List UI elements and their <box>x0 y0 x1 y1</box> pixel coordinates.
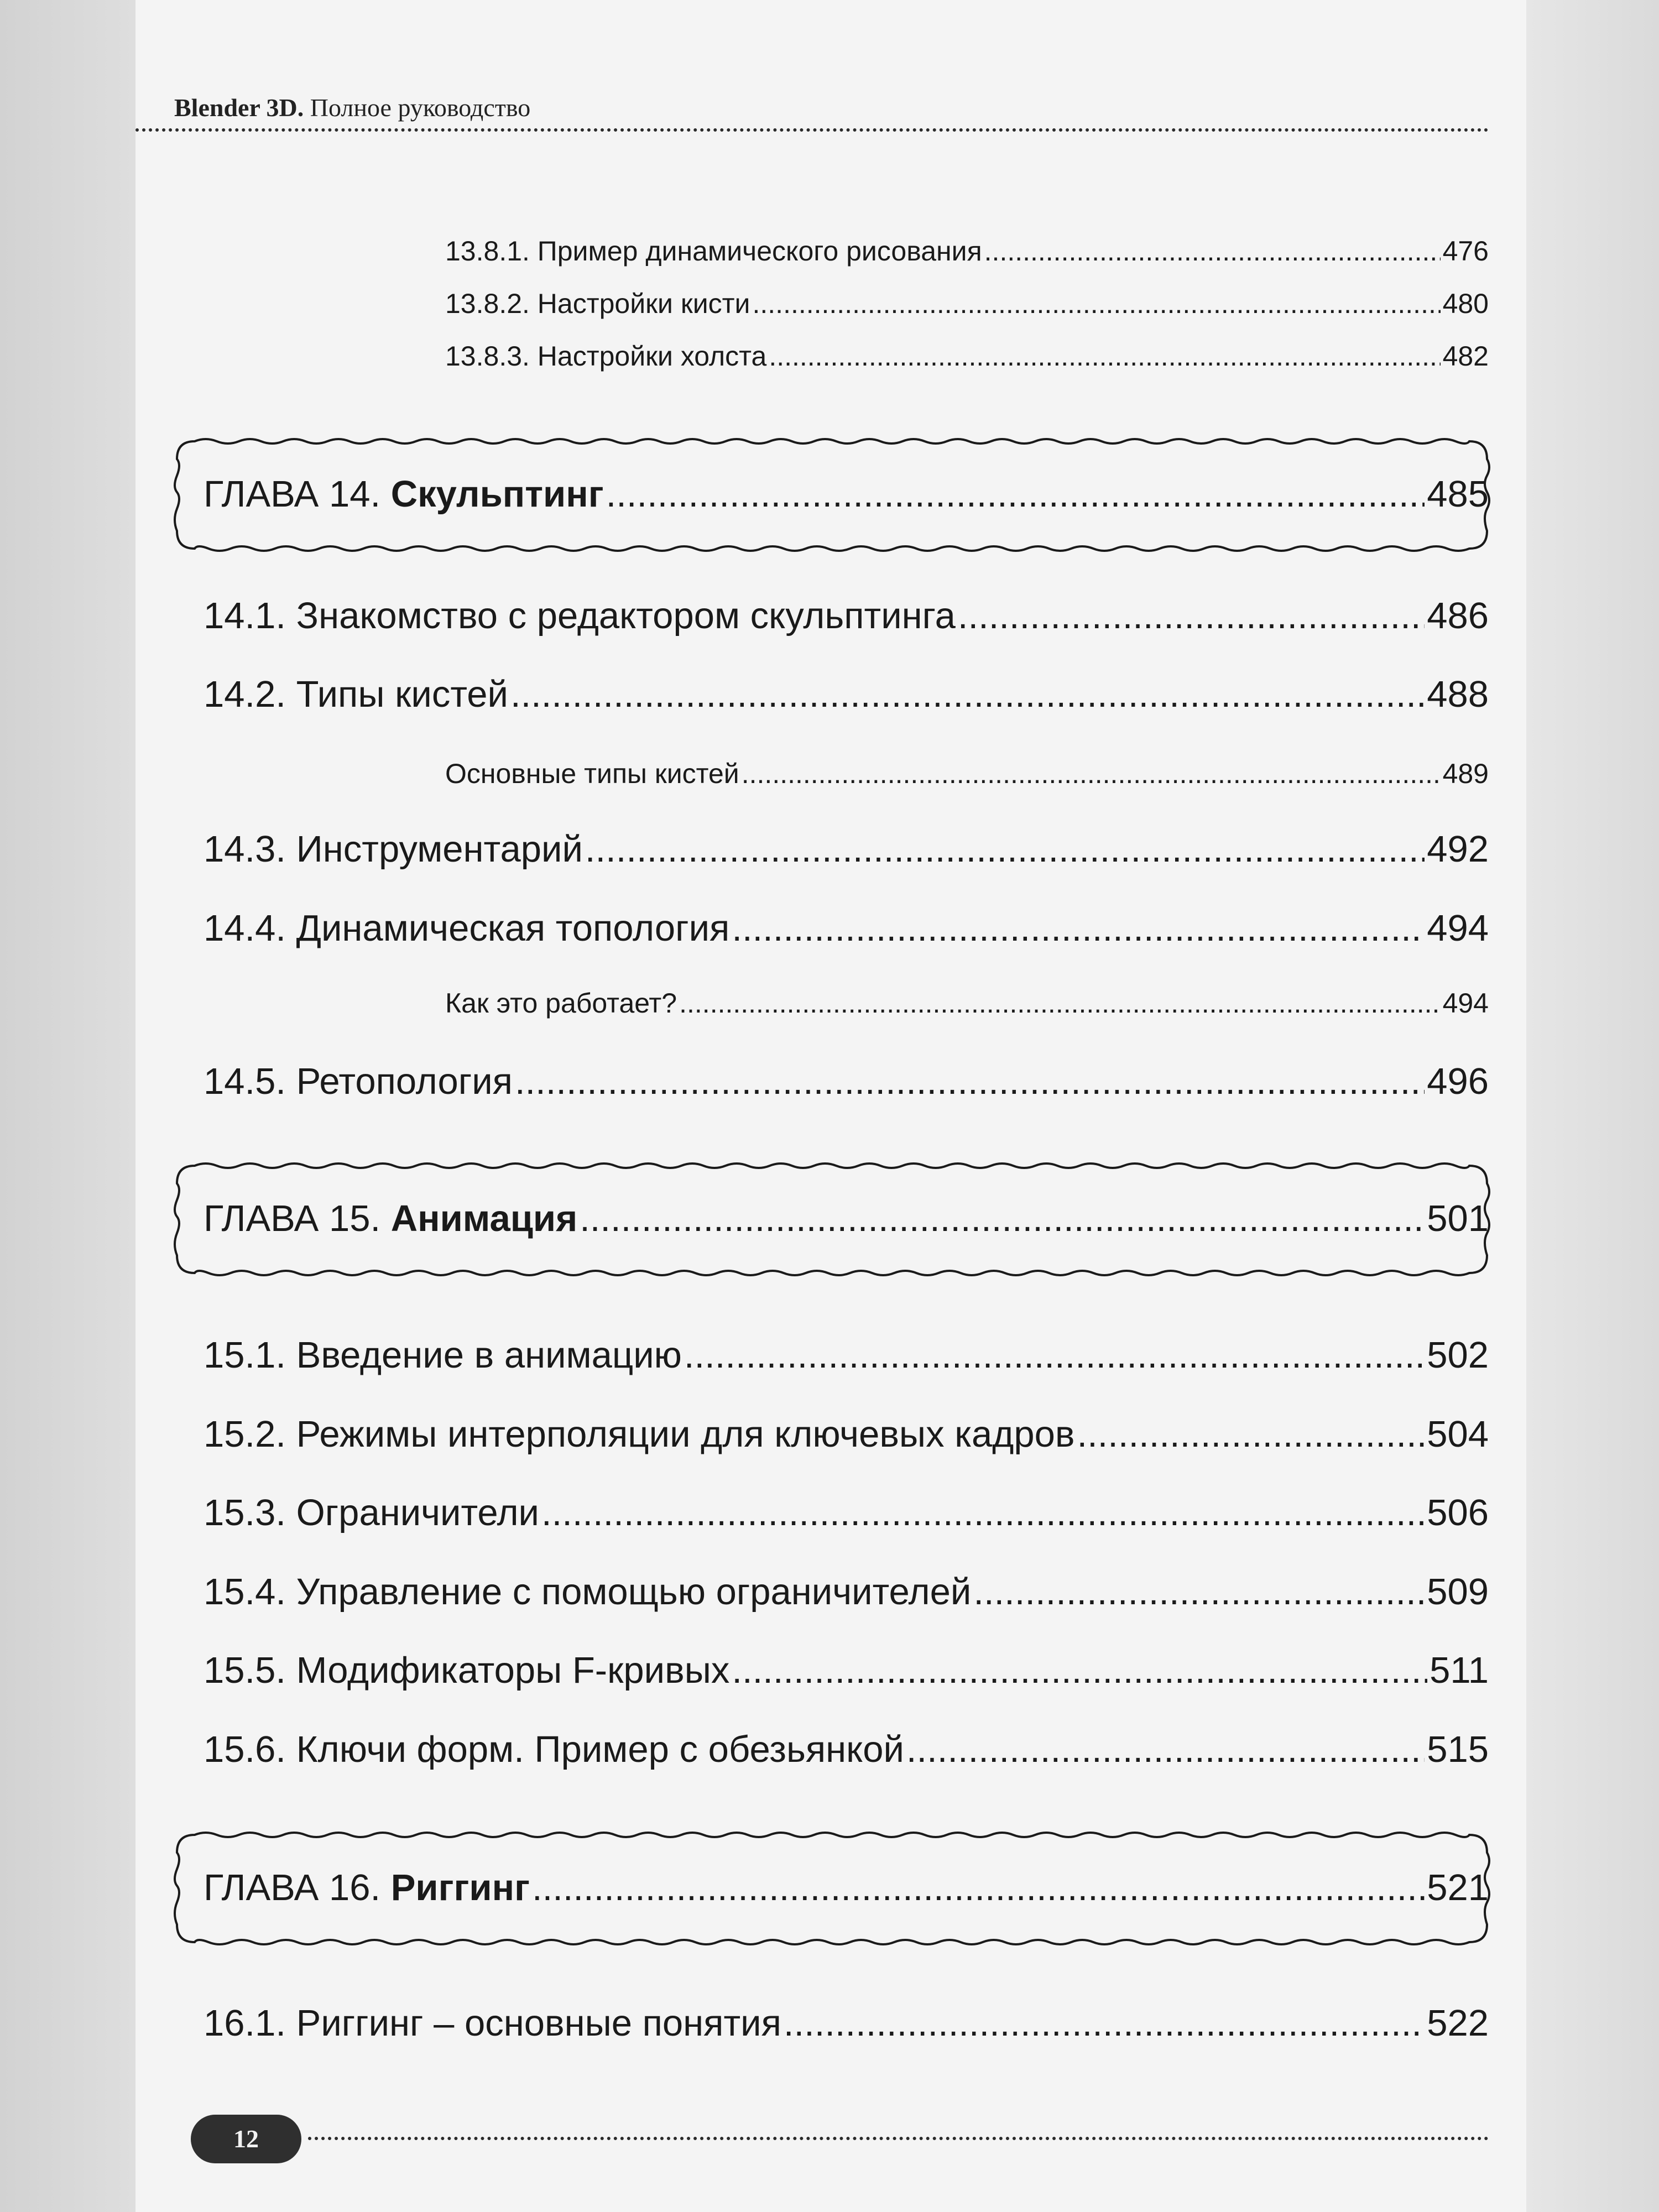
dot-leader <box>973 1571 1425 1613</box>
toc-entry-page: 511 <box>1430 1650 1489 1691</box>
toc-entry-page: 496 <box>1427 1061 1489 1102</box>
toc-entry-title: 13.8.3. Настройки холста <box>445 341 767 372</box>
toc-entry[interactable] <box>204 2002 1489 2044</box>
dot-leader <box>984 235 1441 267</box>
toc-entry[interactable] <box>204 673 1489 716</box>
toc-entry[interactable] <box>204 1649 1489 1692</box>
chapter-15-heading[interactable] <box>204 1197 1489 1240</box>
toc-entry-title: 14.3. Инструментарий <box>204 828 583 870</box>
dot-leader <box>742 758 1441 790</box>
dot-leader <box>585 828 1425 870</box>
toc-entry[interactable] <box>204 907 1489 950</box>
toc-entry-title: 15.1. Введение в анимацию <box>204 1334 682 1376</box>
header-rule <box>135 128 1489 132</box>
toc-entry-title: 14.2. Типы кистей <box>204 674 508 715</box>
toc-entry-page: 476 <box>1442 236 1489 267</box>
toc-entry-title: Как это работает? <box>445 988 677 1019</box>
chapter-prefix: ГЛАВА 14. <box>204 473 381 515</box>
toc-entry[interactable] <box>445 758 1489 790</box>
dot-leader <box>1077 1413 1425 1455</box>
toc-entry-page: 494 <box>1442 988 1489 1019</box>
toc-entry[interactable] <box>204 1491 1489 1534</box>
toc-entry-page: 482 <box>1442 341 1489 372</box>
scan-left-edge <box>0 0 135 2212</box>
toc-entry[interactable] <box>204 594 1489 637</box>
dot-leader <box>732 907 1425 950</box>
dot-leader <box>541 1491 1425 1534</box>
chapter-14-heading[interactable] <box>204 473 1489 515</box>
toc-entry[interactable] <box>204 828 1489 870</box>
toc-entry-title: 14.1. Знакомство с редактором скульптинга <box>204 595 956 637</box>
footer-rule <box>308 2137 1489 2140</box>
dot-leader <box>769 340 1440 372</box>
dot-leader <box>784 2002 1425 2044</box>
page-number-badge: 12 <box>191 2115 301 2163</box>
toc-entry[interactable] <box>445 340 1489 372</box>
chapter-page: 521 <box>1427 1867 1489 1908</box>
toc-entry-title: Основные типы кистей <box>445 758 739 789</box>
dot-leader <box>958 594 1425 637</box>
toc-entry[interactable] <box>204 1728 1489 1771</box>
dot-leader <box>515 1060 1425 1103</box>
chapter-title: Скульптинг <box>390 473 604 515</box>
toc-entry-page: 486 <box>1427 595 1489 637</box>
dot-leader <box>510 673 1425 716</box>
running-header <box>174 93 530 122</box>
chapter-page: 485 <box>1427 473 1489 515</box>
toc-entry-page: 504 <box>1427 1413 1489 1455</box>
toc-entry-title: 13.8.2. Настройки кисти <box>445 288 750 319</box>
toc-entry-title: 15.6. Ключи форм. Пример с обезьянкой <box>204 1729 904 1770</box>
toc-entry-page: 509 <box>1427 1571 1489 1613</box>
toc-entry-title: 13.8.1. Пример динамического рисования <box>445 236 982 267</box>
toc-entry-page: 489 <box>1442 758 1489 789</box>
toc-entry[interactable] <box>445 235 1489 267</box>
chapter-prefix: ГЛАВА 15. <box>204 1198 381 1239</box>
dot-leader <box>684 1334 1425 1376</box>
toc-entry[interactable] <box>445 987 1489 1019</box>
book-page <box>135 0 1526 2212</box>
dot-leader <box>753 288 1441 320</box>
toc-entry[interactable] <box>204 1060 1489 1103</box>
dot-leader <box>906 1728 1425 1771</box>
dot-leader <box>606 473 1425 515</box>
toc-entry-title: 15.2. Режимы интерполяции для ключевых кадров <box>204 1413 1075 1455</box>
dot-leader <box>732 1649 1427 1692</box>
toc-entry[interactable] <box>204 1571 1489 1613</box>
dot-leader <box>679 987 1440 1019</box>
toc-entry[interactable] <box>204 1413 1489 1455</box>
book-title-bold: Blender 3D. <box>174 93 304 122</box>
chapter-title: Риггинг <box>390 1867 530 1908</box>
toc-entry-page: 494 <box>1427 907 1489 949</box>
toc-entry-title: 16.1. Риггинг – основные понятия <box>204 2002 781 2044</box>
chapter-title: Анимация <box>390 1198 578 1239</box>
toc-entry-page: 488 <box>1427 674 1489 715</box>
chapter-page: 501 <box>1427 1198 1489 1239</box>
toc-entry-title: 15.3. Ограничители <box>204 1492 539 1533</box>
toc-entry-page: 506 <box>1427 1492 1489 1533</box>
scan-right-edge <box>1526 0 1659 2212</box>
toc-entry[interactable] <box>445 288 1489 320</box>
toc-entry-title: 15.4. Управление с помощью ограничителей <box>204 1571 972 1613</box>
toc-entry-title: 15.5. Модификаторы F-кривых <box>204 1650 730 1691</box>
toc-entry[interactable] <box>204 1334 1489 1376</box>
toc-entry-page: 502 <box>1427 1334 1489 1376</box>
toc-entry-title: 14.4. Динамическая топология <box>204 907 730 949</box>
dot-leader <box>580 1197 1425 1240</box>
chapter-prefix: ГЛАВА 16. <box>204 1867 381 1908</box>
dot-leader <box>532 1866 1425 1909</box>
toc-entry-page: 515 <box>1427 1729 1489 1770</box>
chapter-16-heading[interactable] <box>204 1866 1489 1909</box>
toc-entry-page: 522 <box>1427 2002 1489 2044</box>
toc-entry-page: 492 <box>1427 828 1489 870</box>
book-title-rest: Полное руководство <box>304 93 531 122</box>
toc-entry-title: 14.5. Ретопология <box>204 1061 513 1102</box>
toc-entry-page: 480 <box>1442 288 1489 319</box>
